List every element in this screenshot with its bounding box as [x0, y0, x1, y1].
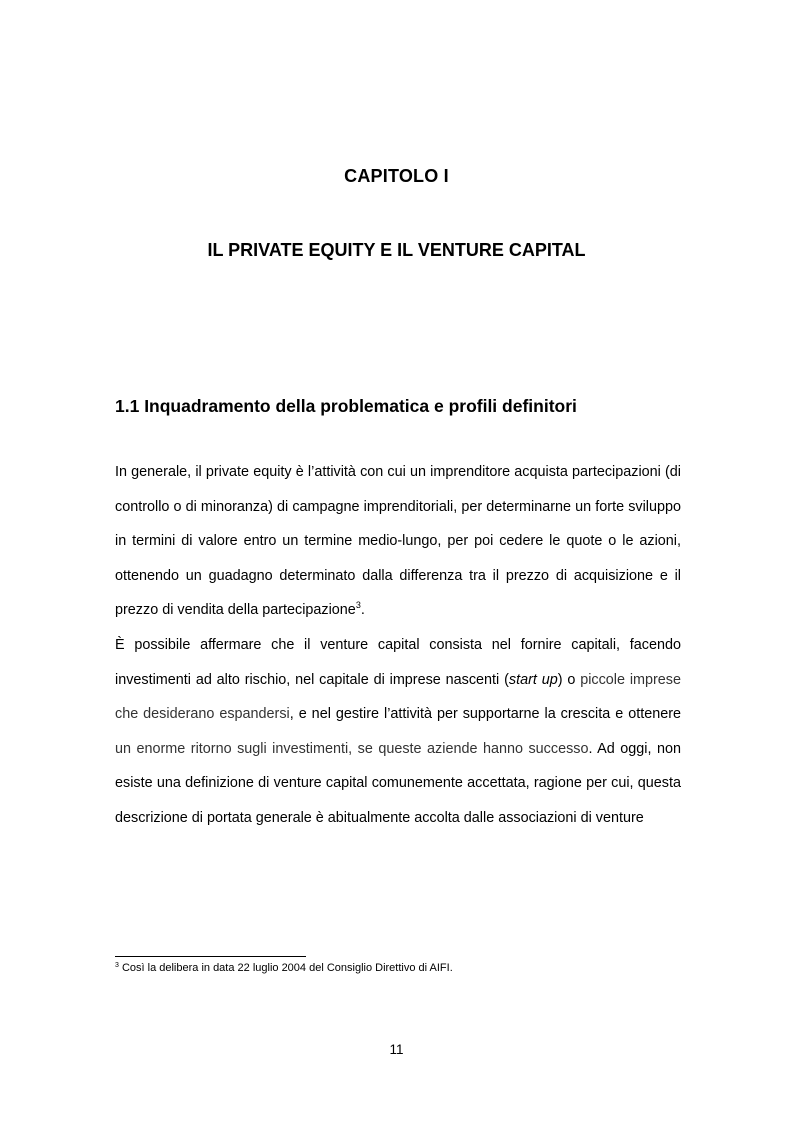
paragraph-text: In generale, il private equity è l’attività con cui un imprenditore acquista partecipazioni (di controllo o di minoranza) di campagne imprenditoriali, per determinarne un forte sviluppo in termini di valore entro un termine medio-lungo, per poi cedere le quote o le azioni, ottenendo un guadagno determinato dalla differenza tra il prezzo di acquisizione e il prezzo di vendita della partecipazione [115, 464, 681, 619]
paragraph-text-part1: È possibile affermare che il venture capital consista nel fornire capitali, facendo investimenti ad alto rischio, nel capitale di imprese nascenti ( [115, 636, 681, 688]
section-heading: 1.1 Inquadramento della problematica e profili definitori [115, 396, 577, 416]
paragraph-text-muted: piccole imprese che desiderano espandersi [115, 671, 682, 723]
footnote-text: Così la delibera in data 22 luglio 2004 del Consiglio Direttivo di AIFI. [118, 962, 453, 974]
paragraph-text-part4: . Ad oggi, non esiste una definizione di venture capital comunemente accettata, ragione per cui, questa descrizione di portata generale è abitualmente accolta dalle associazioni di venture [115, 740, 681, 826]
body-text [115, 455, 681, 836]
footnote-divider [115, 956, 306, 957]
italic-term-start-up: start up [508, 671, 558, 688]
paragraph-text-part2: ) o [557, 671, 576, 688]
paragraph-text-part3: , e nel gestire l’attività per supportarne la crescita e ottenere [289, 706, 681, 723]
chapter-title: IL PRIVATE EQUITY E IL VENTURE CAPITAL [207, 240, 586, 260]
footnote-reference: 3 [355, 600, 361, 611]
paragraph-venture-capital [115, 628, 681, 836]
paragraph-end: . [360, 602, 365, 619]
footnote [115, 962, 453, 974]
page-number: 11 [389, 1042, 404, 1057]
footnote-marker: 3 [115, 962, 119, 969]
chapter-label: CAPITOLO I [344, 166, 449, 186]
paragraph-text-muted2: un enorme ritorno sugli investimenti, se queste aziende hanno successo [115, 740, 589, 757]
paragraph-private-equity [115, 455, 681, 628]
